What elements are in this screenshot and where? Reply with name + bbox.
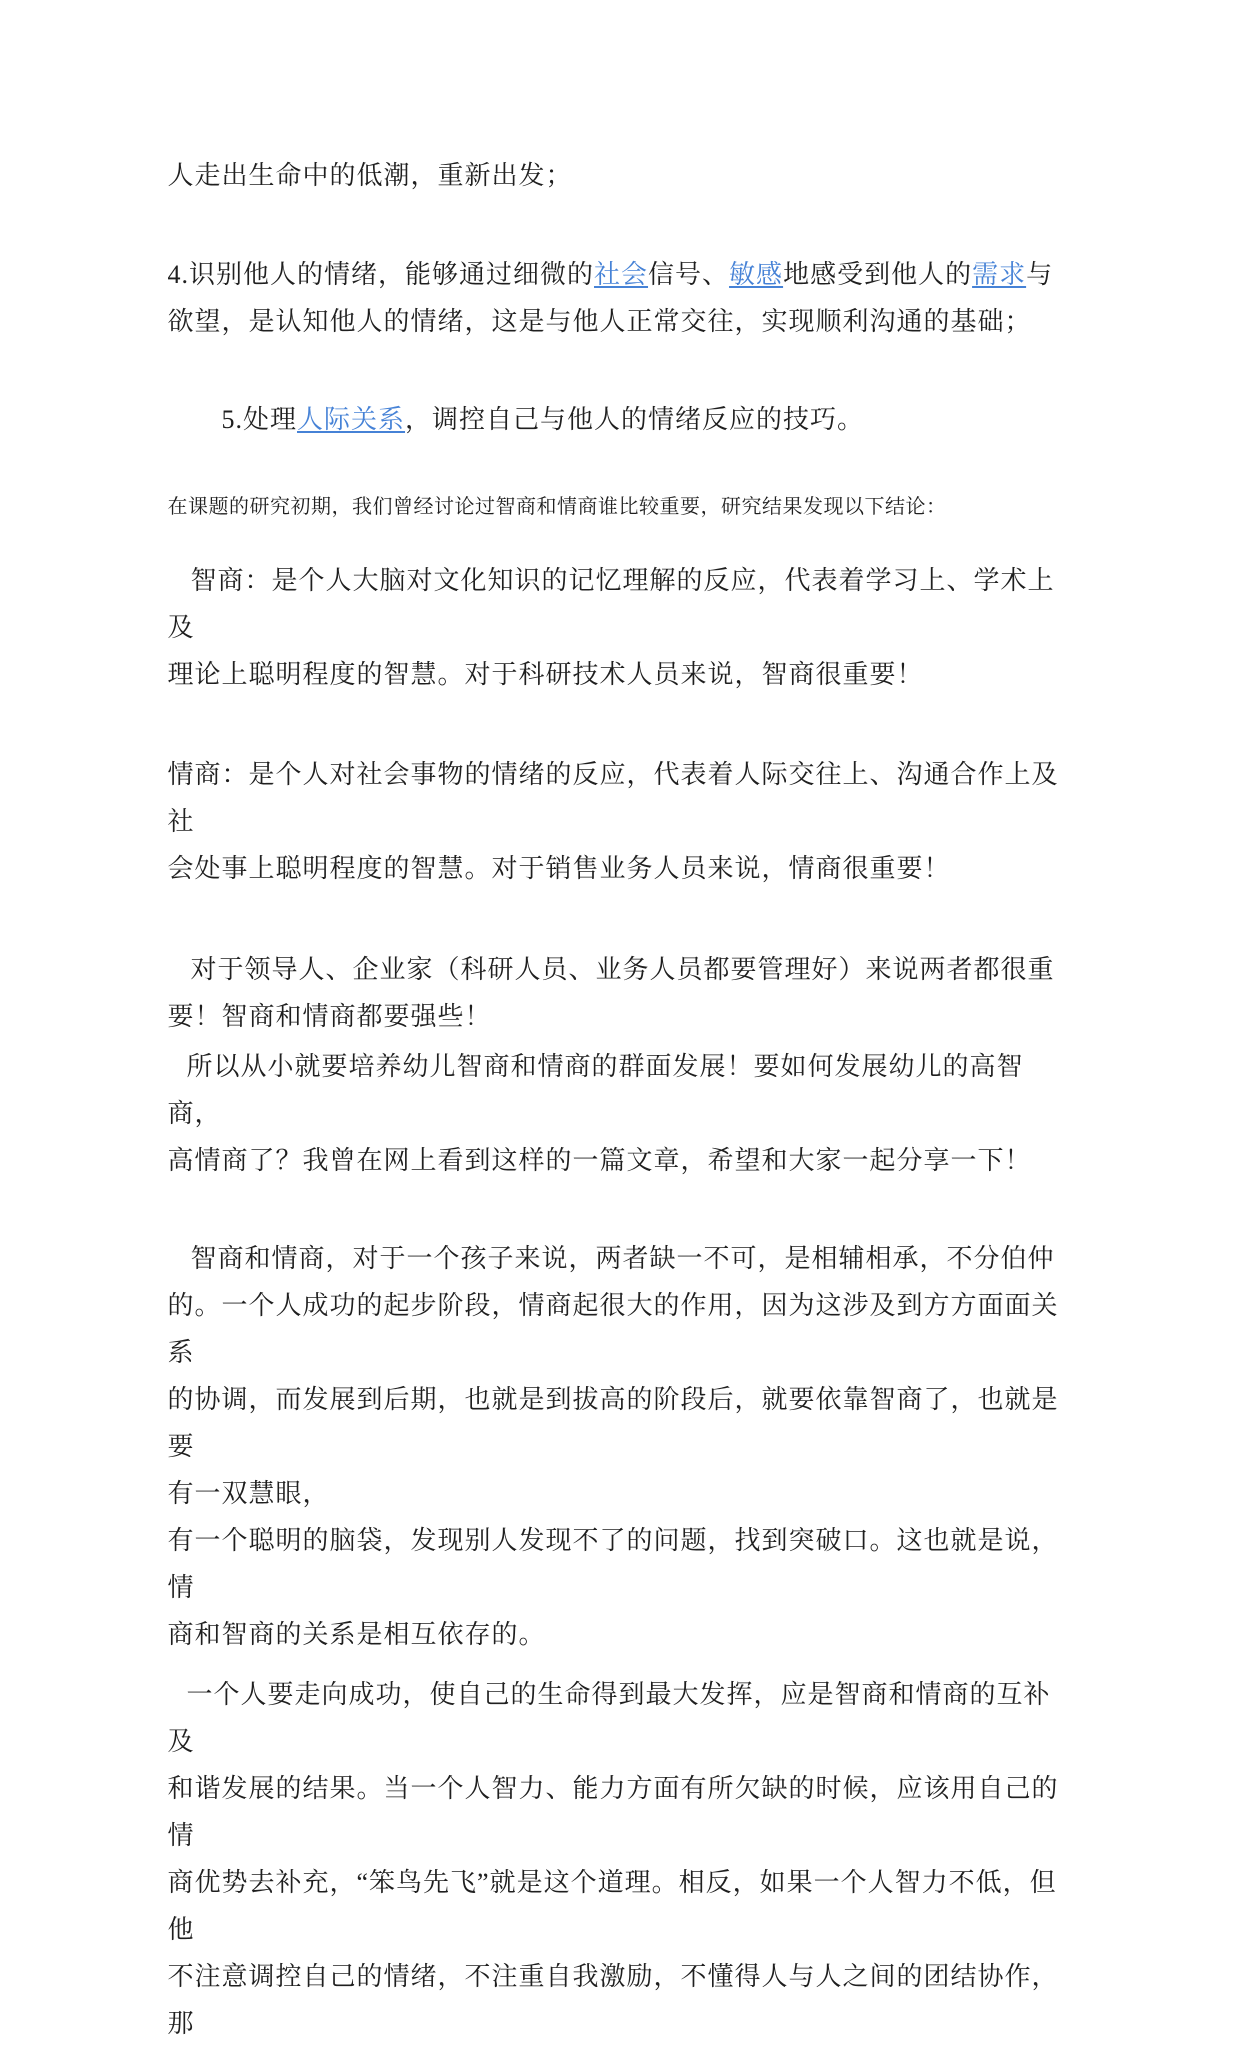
text-run: ，调控自己与他人的情绪反应的技巧。 [405, 405, 865, 434]
text-run: 信号、 [648, 260, 730, 289]
text-run: 的。一个人成功的起步阶段，情商起很大的作用，因为这涉及到方方面面关系 [167, 1291, 1059, 1367]
text-run: 理论上聪明程度的智慧。对于科研技术人员来说，智商很重要！ [167, 660, 924, 689]
hyperlink-interpersonal-relations[interactable]: 人际关系 [297, 405, 406, 434]
paragraph-leaders-need-both [168, 946, 1074, 1040]
text-run: 欲望，是认知他人的情绪，这是与他人正常交往，实现顺利沟通的基础； [167, 307, 1032, 336]
text-run: 人走出生命中的低潮，重新出发； [167, 161, 573, 190]
text-run: 和谐发展的结果。当一个人智力、能力方面有所欠缺的时候，应该用自己的情 [167, 1774, 1059, 1850]
text-run: 对于领导人、企业家（科研人员、业务人员都要管理好）来说两者都很重 [190, 955, 1055, 984]
text-run: 有一个聪明的脑袋，发现别人发现不了的问题，找到突破口。这也就是说，情 [167, 1526, 1059, 1602]
text-run: 一个人要走向成功，使自己的生命得到最大发挥，应是智商和情商的互补及 [167, 1680, 1051, 1756]
text-run: 商和智商的关系是相互依存的。 [167, 1620, 546, 1649]
paragraph-child-iq-eq-balance [168, 1235, 1074, 1658]
paragraph-iq-definition [168, 557, 1074, 698]
text-run: 的协调，而发展到后期，也就是到拔高的阶段后，就要依靠智商了，也就是要 [167, 1385, 1059, 1461]
text-run: 4.识别他人的情绪，能够通过细微的 [167, 260, 595, 289]
text-run: 高情商了？我曾在网上看到这样的一篇文章，希望和大家一起分享一下！ [167, 1146, 1032, 1175]
text-run: 所以从小就要培养幼儿智商和情商的群面发展！要如何发展幼儿的高智商， [167, 1052, 1024, 1128]
paragraph-cultivate-children [168, 1043, 1074, 1184]
hyperlink-needs[interactable]: 需求 [972, 260, 1027, 289]
text-run: 不注意调控自己的情绪，不注重自我激励，不懂得人与人之间的团结协作，那 [167, 1962, 1059, 2038]
text-run: 地感受到他人的 [783, 260, 973, 289]
text-run: 与 [1026, 260, 1054, 289]
document-content [168, 0, 1074, 2047]
paragraph-research-note [168, 484, 1074, 531]
text-run: 智商和情商，对于一个孩子来说，两者缺一不可，是相辅相承，不分伯仲 [190, 1244, 1055, 1273]
text-run: 情商：是个人对社会事物的情绪的反应，代表着人际交往上、沟通合作上及社 [167, 760, 1059, 836]
text-run: 有一双慧眼， [167, 1479, 330, 1508]
hyperlink-society[interactable]: 社会 [594, 260, 649, 289]
paragraph-item-5-handle-relationships [168, 396, 1074, 443]
text-run: 在课题的研究初期，我们曾经讨论过智商和情商谁比较重要，研究结果发现以下结论： [167, 496, 947, 518]
text-run: 智商：是个人大脑对文化知识的记忆理解的反应，代表着学习上、学术上及 [167, 566, 1055, 642]
text-run: 会处事上聪明程度的智慧。对于销售业务人员来说，情商很重要！ [167, 854, 951, 883]
paragraph-low-tide [168, 152, 1074, 199]
text-run: 5.处理 [221, 405, 298, 434]
paragraph-eq-definition [168, 751, 1074, 892]
paragraph-path-to-success [168, 1671, 1074, 2047]
text-run: 要！智商和情商都要强些！ [167, 1002, 492, 1031]
text-run: 商优势去补充，“笨鸟先飞”就是这个道理。相反，如果一个人智力不低，但他 [167, 1868, 1057, 1944]
paragraph-item-4-recognize-others-emotions [168, 251, 1074, 345]
hyperlink-sensitive[interactable]: 敏感 [729, 260, 784, 289]
